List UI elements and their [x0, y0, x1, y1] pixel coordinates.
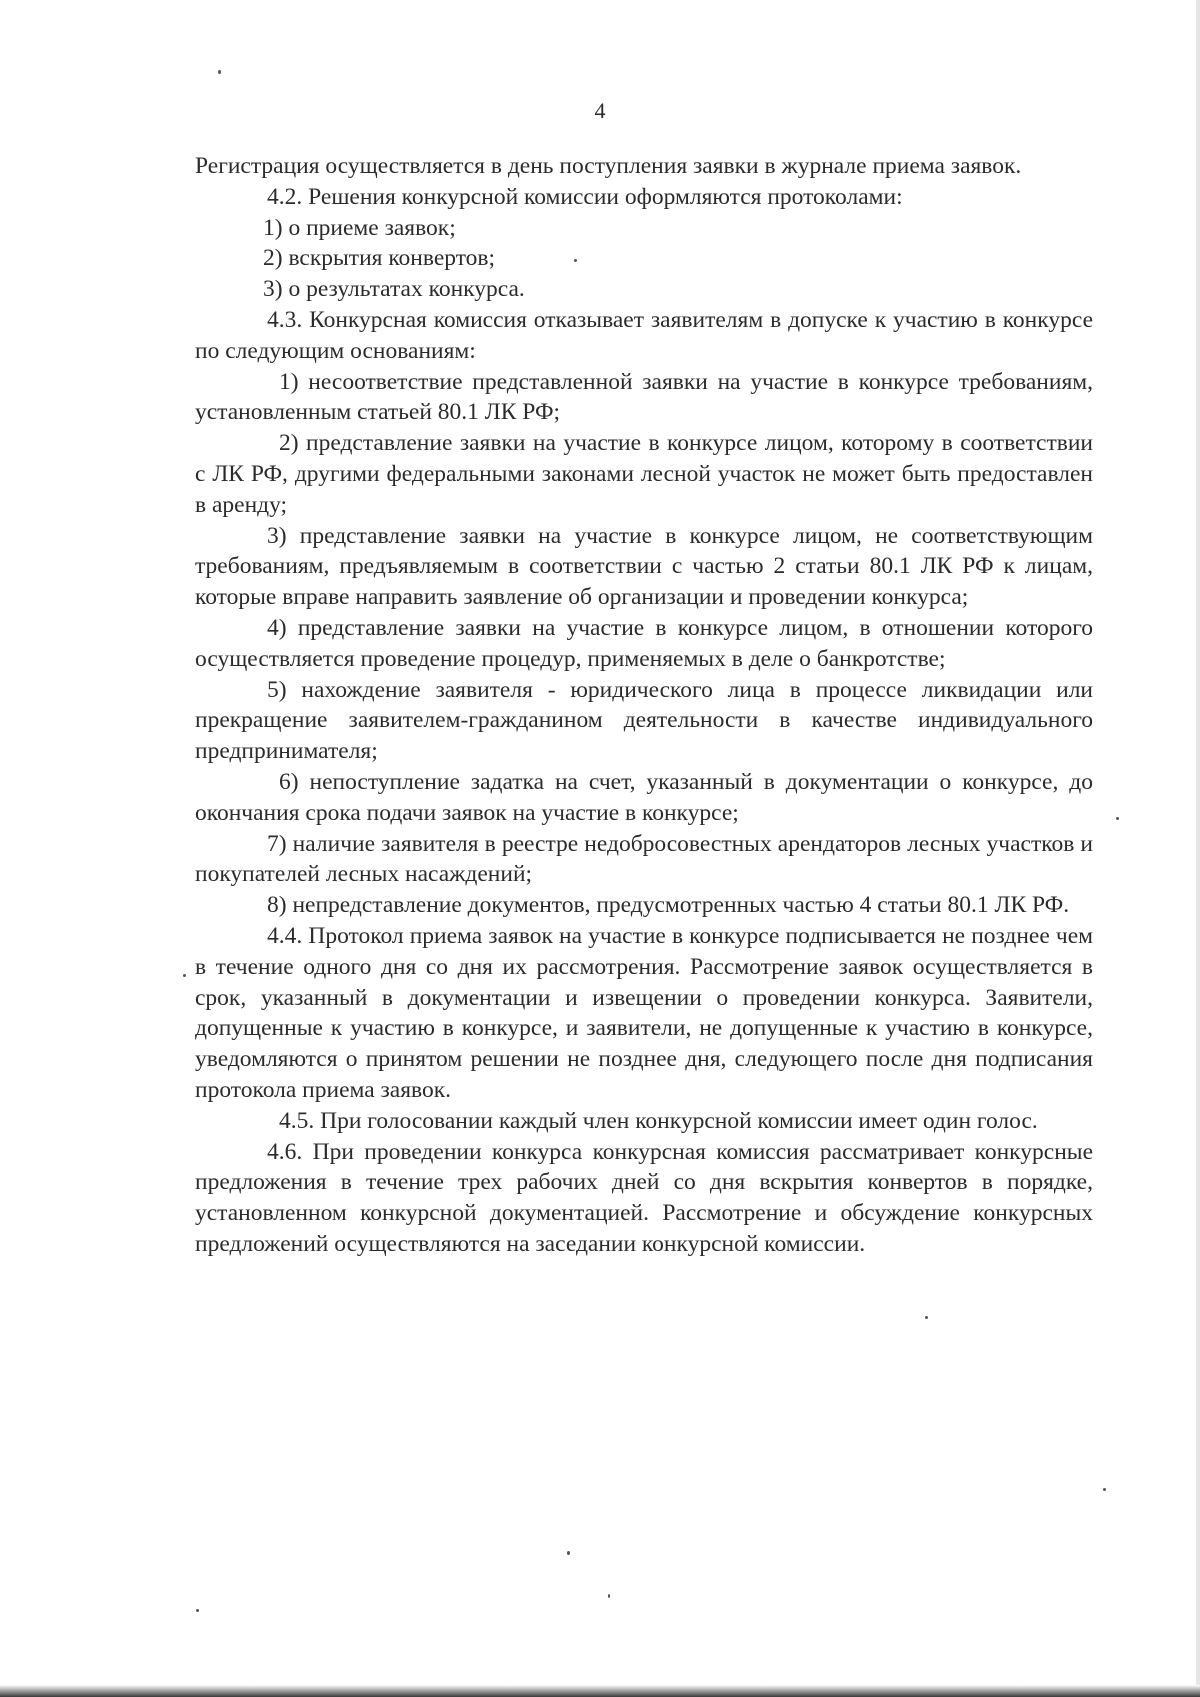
- scan-speck: [183, 974, 186, 977]
- list-item-reason-8: 8) непредставление документов, предусмотренных частью 4 статьи 80.1 ЛК РФ.: [267, 892, 1070, 919]
- list-item-reason-1: 1) несоответствие представленной заявки на участие в конкурсе требованиям, установленным статьей 80.1 ЛК РФ;: [195, 368, 1093, 426]
- document-body: [195, 151, 1093, 1260]
- paragraph-4-4: 4.4. Протокол приема заявок на участие в конкурсе подписывается не позднее чем в течение одного дня со дня их рассмотрения. Рассмотрение заявок осуществляется в срок, указанный в документации и извещении о проведении конкурса. Заявители, допущенные к участию в конкурсе, и заявители, не допущенные к участию в конкурсе, уведомляются о принятом решении не позднее дня, следующего после дня подписания протокола приема заявок.: [195, 922, 1093, 1103]
- page-number: 4: [594, 98, 606, 123]
- scan-speck: [196, 1609, 199, 1612]
- list-item-protocol-3: 3) о результатах конкурса.: [263, 276, 525, 303]
- paragraph-registration: Регистрация осуществляется в день поступления заявки в журнале приема заявок.: [195, 153, 1022, 179]
- scan-edge-bottom: [0, 1685, 1200, 1697]
- list-item-reason-7: 7) наличие заявителя в реестре недобросовестных арендаторов лесных участков и покупателей лесных насаждений;: [195, 830, 1093, 888]
- list-item-reason-6: 6) непоступление задатка на счет, указанный в документации о конкурсе, до окончания срока подачи заявок на участие в конкурсе;: [195, 768, 1093, 826]
- paragraph-4-5: 4.5. При голосовании каждый член конкурсной комиссии имеет один голос.: [279, 1107, 1038, 1134]
- list-item-protocol-2: 2) вскрытия конвертов;: [263, 245, 496, 272]
- scan-speck: [567, 1551, 570, 1555]
- list-item-protocol-1: 1) о приеме заявок;: [263, 214, 456, 241]
- scan-speck: [925, 1316, 928, 1319]
- paragraph-4-2: 4.2. Решения конкурсной комиссии оформляются протоколами:: [267, 183, 903, 210]
- paragraph-4-3: 4.3. Конкурсная комиссия отказывает заявителям в допуске к участию в конкурсе по следующим основаниям:: [195, 306, 1093, 364]
- scan-edge-right: [1196, 0, 1200, 1697]
- list-item-reason-4: 4) представление заявки на участие в конкурсе лицом, в отношении которого осуществляется проведение процедур, применяемых в деле о банкротстве;: [195, 614, 1093, 672]
- list-item-reason-2: 2) представление заявки на участие в конкурсе лицом, которому в соответствии с ЛК РФ, другими федеральными законами лесной участок не может быть предоставлен в аренду;: [195, 430, 1093, 518]
- scan-speck: [574, 259, 577, 262]
- paragraph-4-6: 4.6. При проведении конкурса конкурсная комиссия рассматривает конкурсные предложения в течение трех рабочих дней со дня вскрытия конвертов в порядке, установленном конкурсной документацией. Рассмотрение и обсуждение конкурсных предложений осуществляются на заседании конкурсной комиссии.: [195, 1138, 1093, 1257]
- list-item-reason-5: 5) нахождение заявителя - юридического лица в процессе ликвидации или прекращение заявителем-гражданином деятельности в качестве индивидуального предпринимателя;: [195, 676, 1093, 765]
- list-item-reason-3: 3) представление заявки на участие в конкурсе лицом, не соответствующим требованиям, предъявляемым в соответствии с частью 2 статьи 80.1 ЛК РФ к лицам, которые вправе направить заявление об организации и проведении конкурса;: [195, 522, 1093, 611]
- scan-speck: [1103, 1488, 1106, 1491]
- scan-speck: [1116, 817, 1119, 820]
- scan-speck: [218, 70, 221, 74]
- scan-speck: [608, 1594, 610, 1598]
